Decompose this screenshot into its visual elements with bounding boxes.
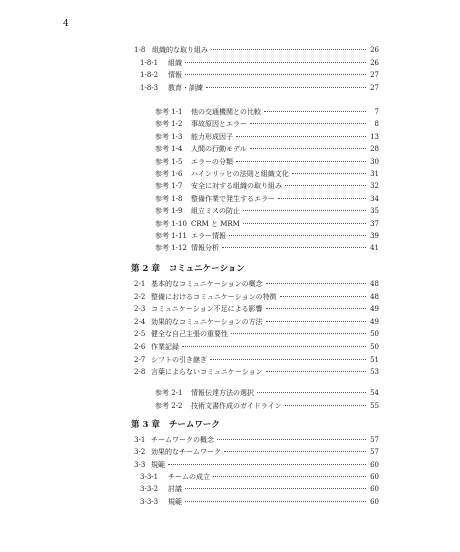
dot-leader [211, 49, 366, 50]
entry-page: 8 [374, 120, 379, 129]
entry-page: 54 [370, 389, 379, 397]
toc-entry [155, 118, 379, 130]
toc-entry [134, 44, 379, 56]
entry-number: 参考 1-4 [155, 145, 183, 154]
entry-number: 3-3-3 [140, 497, 159, 506]
entry-title: 健全な自己主張の重要性 [151, 330, 228, 339]
entry-number: 2-6 [134, 343, 146, 351]
dot-leader [243, 210, 366, 211]
dot-leader [285, 405, 366, 406]
dot-leader [250, 123, 366, 124]
toc-entry [134, 354, 379, 366]
toc-entry [155, 193, 379, 205]
entry-title: 整備におけるコミュニケーションの特徴 [151, 292, 277, 301]
toc-entry [140, 471, 379, 483]
entry-page: 53 [370, 368, 379, 377]
entry-number: 1-8-2 [140, 71, 159, 79]
toc-entry [134, 303, 379, 315]
toc-entry [155, 156, 379, 168]
entry-number: 参考 1-12 [155, 244, 187, 253]
entry-page: 48 [370, 280, 379, 288]
entry-page: 26 [370, 59, 379, 67]
entry-page: 30 [370, 157, 379, 166]
dot-leader [266, 308, 366, 309]
entry-page: 60 [370, 472, 379, 481]
dot-leader [266, 283, 366, 284]
entry-number: 2-8 [134, 368, 146, 377]
entry-page: 41 [370, 244, 379, 253]
entry-title: ハインリッヒの法則と組織文化 [191, 170, 289, 178]
entry-page: 60 [370, 497, 379, 506]
dot-leader [213, 476, 366, 477]
toc-entry [155, 143, 379, 155]
toc-entry [134, 446, 379, 458]
dot-leader [182, 346, 366, 347]
toc-entry [155, 387, 379, 399]
toc-entry [140, 69, 379, 81]
entry-page: 48 [370, 292, 379, 301]
entry-number: 参考 1-8 [155, 194, 183, 203]
toc-entry [134, 316, 379, 328]
toc-entry [134, 459, 379, 471]
toc-entry [134, 434, 379, 446]
dot-leader [217, 439, 366, 440]
entry-title: エラーの分類 [191, 157, 233, 166]
dot-leader [236, 161, 366, 162]
toc-entry [155, 400, 379, 412]
dot-leader [185, 74, 366, 75]
dot-leader [292, 173, 366, 174]
entry-number: 2-2 [134, 292, 146, 301]
entry-page: 57 [370, 448, 379, 457]
entry-number: 参考 1-1 [155, 108, 183, 116]
entry-title: 組織 [168, 59, 182, 67]
entry-page: 60 [370, 460, 379, 469]
entry-number: 参考 2-2 [155, 402, 183, 410]
entry-number: 1-8-1 [140, 59, 159, 67]
dot-leader [243, 223, 366, 224]
entry-page: 26 [370, 46, 379, 54]
entry-page: 32 [370, 182, 379, 191]
dot-leader [229, 235, 366, 236]
entry-page: 50 [370, 330, 379, 339]
dot-leader [231, 333, 366, 334]
entry-number: 2-7 [134, 355, 146, 364]
toc-entry [134, 366, 379, 378]
entry-title: 情報伝達方法の選択 [191, 389, 254, 397]
entry-title: 効果的なチームワーク [151, 448, 221, 457]
entry-number: 3-3-1 [140, 472, 159, 481]
dot-leader [250, 148, 366, 149]
entry-title: 整備作業で発生するエラー [191, 194, 275, 203]
toc-entry [134, 328, 379, 340]
entry-title: 作業記録 [151, 343, 179, 351]
dot-leader [185, 488, 366, 489]
entry-number: 参考 1-2 [155, 120, 183, 129]
entry-title: 規範 [151, 460, 165, 469]
entry-number: 参考 1-9 [155, 207, 183, 216]
entry-number: 2-1 [134, 280, 146, 288]
entry-title: 安全に対する組織の取り組み [191, 182, 282, 191]
entry-title: 人間の行動モデル [191, 145, 247, 154]
entry-title: 他の交通機関との比較 [191, 108, 261, 116]
entry-number: 3-3-2 [140, 485, 159, 494]
entry-number: 3-3 [134, 460, 146, 469]
entry-page: 28 [370, 145, 379, 154]
entry-number: 2-4 [134, 317, 146, 326]
entry-number: 参考 2-1 [155, 389, 183, 397]
dot-leader [266, 371, 366, 372]
toc-entry [155, 168, 379, 180]
toc-entry [134, 341, 379, 353]
toc-entry [140, 496, 379, 508]
entry-title: 技術文書作成のガイドライン [191, 402, 282, 410]
toc-entry [155, 218, 379, 230]
dot-leader [285, 185, 366, 186]
entry-page: 60 [370, 485, 379, 494]
dot-leader [222, 247, 366, 248]
entry-page: 34 [370, 194, 379, 203]
entry-page: 39 [370, 232, 379, 240]
toc-entry [134, 278, 379, 290]
entry-title: 討議 [168, 485, 182, 494]
entry-title: シフトの引き継ぎ [151, 355, 207, 364]
toc-entry [155, 180, 379, 192]
entry-number: 3-1 [134, 436, 146, 444]
entry-page: 37 [370, 219, 379, 228]
toc-entry [155, 242, 379, 254]
entry-page: 27 [370, 84, 379, 92]
entry-number: 2-3 [134, 305, 146, 314]
entry-title: 基本的なコミュニケーションの概念 [151, 280, 263, 288]
entry-title: 組織的な取り組み [152, 46, 208, 54]
entry-page: 49 [370, 317, 379, 326]
toc-entry [155, 106, 379, 118]
entry-number: 2-5 [134, 330, 146, 339]
dot-leader [236, 136, 366, 137]
chapter-number: 第 3 章 [131, 420, 160, 430]
entry-number: 参考 1-11 [155, 232, 187, 240]
toc-entry [140, 82, 379, 94]
entry-number: 3-2 [134, 448, 146, 457]
dot-leader [185, 62, 366, 63]
entry-page: 27 [370, 71, 379, 79]
toc-entry [134, 291, 379, 303]
dot-leader [210, 359, 366, 360]
dot-leader [278, 198, 366, 199]
dot-leader [206, 87, 366, 88]
entry-title: チームの成立 [168, 472, 210, 481]
chapter-number: 第 2 章 [131, 264, 160, 274]
entry-title: 言葉によらないコミュニケーション [151, 368, 263, 377]
entry-title: 組立ミスの防止 [191, 207, 240, 216]
entry-title: 効果的なコミュニケーションの方法 [151, 317, 263, 326]
dot-leader [168, 464, 366, 465]
toc-entry [140, 57, 379, 69]
entry-title: エラー情報 [191, 232, 226, 240]
toc-entry [155, 205, 379, 217]
chapter-title: チームワーク [168, 420, 220, 430]
dot-leader [257, 392, 366, 393]
entry-number: 参考 1-3 [155, 132, 183, 141]
entry-number: 1-8-3 [140, 84, 159, 92]
entry-title: チームワークの概念 [151, 436, 214, 444]
entry-number: 1-8 [134, 46, 146, 54]
entry-title: コミュニケーション不足による影響 [151, 305, 263, 314]
entry-title: 教育・訓練 [168, 84, 203, 92]
entry-title: CRM と MRM [191, 219, 240, 228]
entry-title: 能力形成因子 [191, 132, 233, 141]
dot-leader [264, 111, 366, 112]
entry-page: 57 [370, 436, 379, 444]
entry-page: 49 [370, 305, 379, 314]
entry-title: 情報分析 [191, 244, 219, 253]
toc-entry [140, 483, 379, 495]
dot-leader [280, 296, 366, 297]
dot-leader [266, 321, 366, 322]
entry-number: 参考 1-7 [155, 182, 183, 191]
entry-number: 参考 1-5 [155, 157, 183, 166]
entry-page: 13 [370, 132, 379, 141]
entry-page: 31 [370, 170, 379, 178]
dot-leader [185, 501, 366, 502]
entry-page: 35 [370, 207, 379, 216]
toc-entry [155, 230, 379, 242]
dot-leader [224, 451, 366, 452]
chapter-heading [131, 263, 245, 275]
entry-title: 規範 [168, 497, 182, 506]
entry-page: 50 [370, 343, 379, 351]
entry-title: 事故原因とエラー [191, 120, 247, 129]
chapter-heading [131, 419, 220, 431]
toc-entry [155, 131, 379, 143]
entry-number: 参考 1-10 [155, 219, 187, 228]
entry-number: 参考 1-6 [155, 170, 183, 178]
entry-title: 情報 [168, 71, 182, 79]
page-number: 4 [63, 19, 69, 29]
entry-page: 51 [370, 355, 379, 364]
entry-page: 55 [370, 402, 379, 410]
chapter-title: コミュニケーション [168, 264, 245, 274]
entry-page: 7 [374, 108, 379, 116]
